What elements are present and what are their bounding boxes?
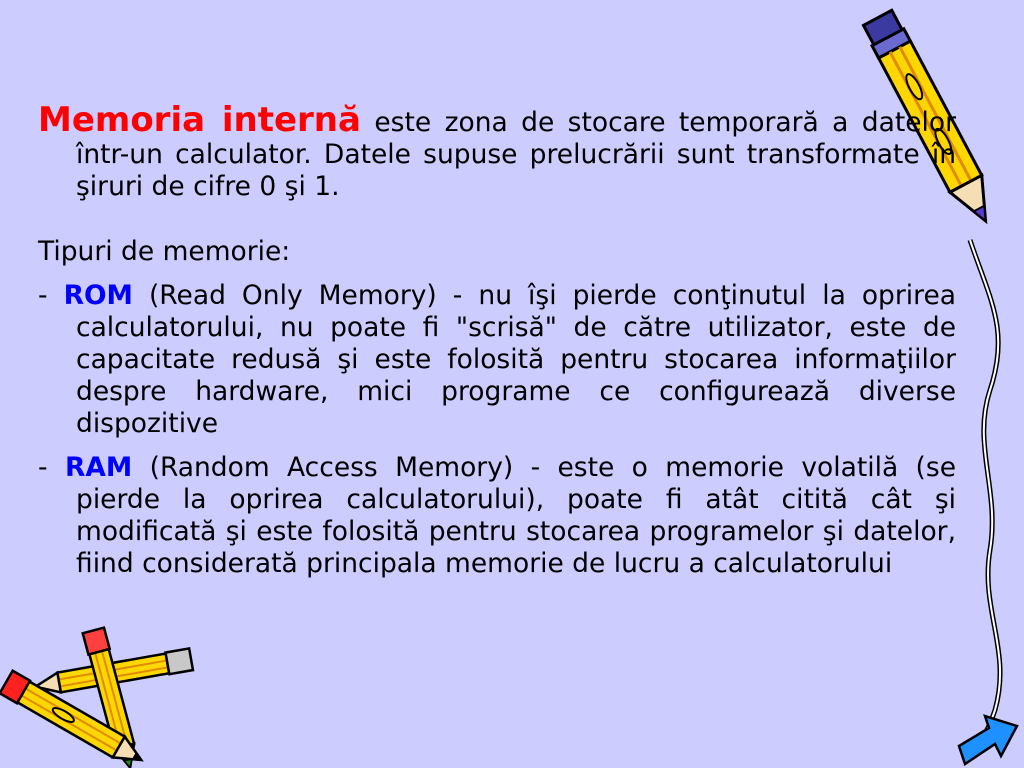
ram-dash: - bbox=[38, 452, 65, 483]
pencils-icon bbox=[0, 620, 205, 768]
rom-description: (Read Only Memory) - nu îşi pierde conţinutul la oprirea calculatorului, nu poate fi "scrisă" de către utilizator, este de capacitate redusă şi este folosită pentru stocarea informaţiilor despre hardware, mici programe ce configurează diverse dispozitive bbox=[76, 280, 956, 439]
intro-text: este zona de stocare temporară a datelor într-un calculator. Datele supuse prelucrării sunt transformate în şiruri de cifre 0 şi 1. bbox=[76, 107, 956, 202]
rom-term: ROM bbox=[63, 280, 133, 311]
rom-list-item bbox=[38, 280, 956, 440]
ram-description: (Random Access Memory) - este o memorie volatilă (se pierde la oprirea calculatorului), poate fi atât citită cât şi modificată şi este folosită pentru stocarea programelor şi datelor, fiind considerată principala memorie de lucru a calculatorului bbox=[76, 452, 956, 579]
ram-term: RAM bbox=[64, 452, 133, 483]
types-heading: Tipuri de memorie: bbox=[38, 236, 291, 267]
rom-dash: - bbox=[38, 280, 64, 311]
ram-list-item bbox=[38, 452, 956, 580]
intro-paragraph bbox=[38, 100, 956, 203]
arrow-icon bbox=[955, 712, 1021, 768]
squiggle-line bbox=[950, 240, 1024, 740]
intro-term: Memoria internă bbox=[38, 100, 361, 140]
